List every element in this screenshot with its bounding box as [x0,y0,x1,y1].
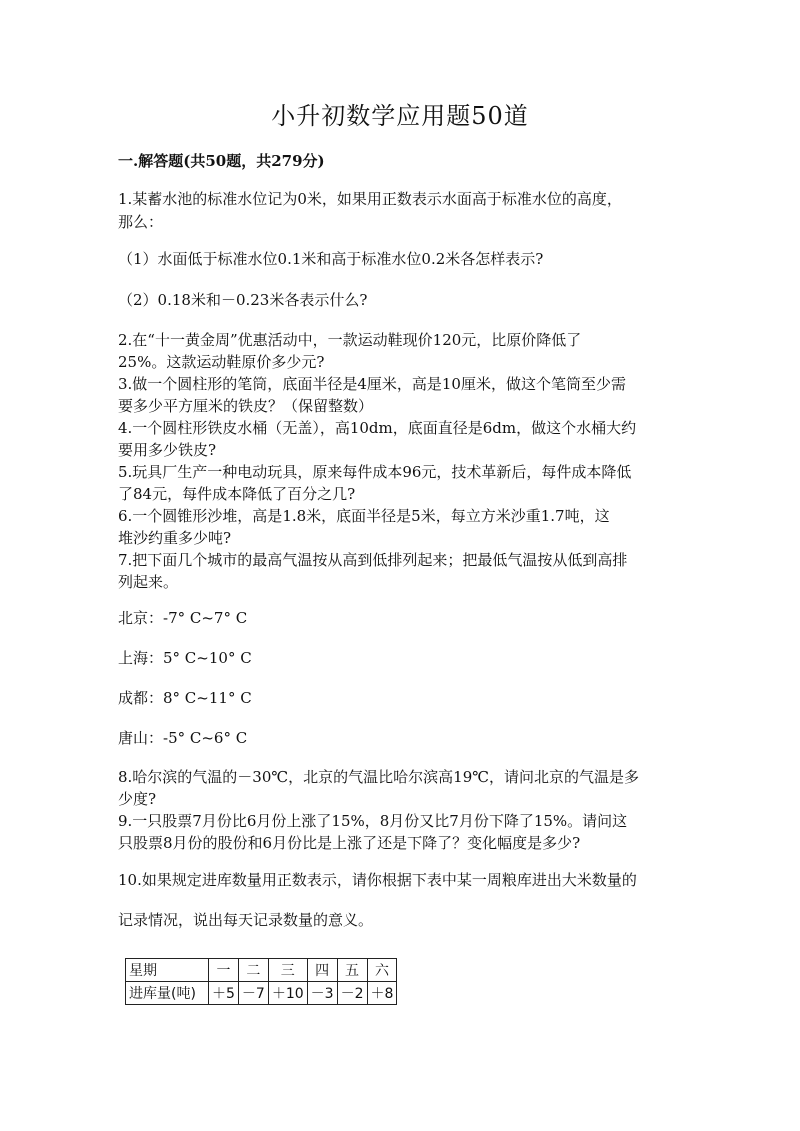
table-cell: 二 [238,959,268,982]
city-temperature: 上海：5° C~10° C [118,649,252,667]
table-cell: ＋10 [268,982,307,1005]
question-line: 4.一个圆柱形铁皮水桶（无盖），高10dm，底面直径是6dm，做这个水桶大约 [118,419,637,437]
question-line: 3.做一个圆柱形的笔筒，底面半径是4厘米，高是10厘米，做这个笔筒至少需 [118,375,626,393]
grain-record-table [125,958,397,1005]
question-line: 9.一只股票7月份比6月份上涨了15%，8月份又比7月份下降了15%。请问这 [118,812,628,830]
section-heading: 一.解答题(共50题，共279分) [118,152,325,170]
city-temperature: 成都：8° C~11° C [118,689,252,707]
question-line: 要多少平方厘米的铁皮？（保留整数） [118,397,374,415]
city-temperature: 唐山：-5° C~6° C [118,729,248,747]
table-cell: －3 [307,982,337,1005]
question-line: 只股票8月份的股份和6月份比是上涨了还是下降了？变化幅度是多少? [118,834,581,852]
table-cell: 一 [209,959,239,982]
document-title: 小升初数学应用题50道 [271,102,529,130]
question-line: 7.把下面几个城市的最高气温按从高到低排列起来；把最低气温按从低到高排 [118,551,628,569]
question-line: （1）水面低于标准水位0.1米和高于标准水位0.2米各怎样表示? [118,250,544,268]
question-line: 6.一个圆锥形沙堆，高是1.8米，底面半径是5米，每立方米沙重1.7吨，这 [118,507,610,525]
question-line: 少度? [118,790,157,808]
question-line: 记录情况，说出每天记录数量的意义。 [118,911,374,929]
question-line: 堆沙约重多少吨? [118,529,232,547]
table-header-cell: 进库量(吨) [126,982,209,1005]
table-cell: －2 [337,982,367,1005]
question-line: （2）0.18米和－0.23米各表示什么? [118,291,368,309]
question-line: 2.在“十一黄金周”优惠活动中，一款运动鞋现价120元，比原价降低了 [118,331,582,349]
table-cell: 四 [307,959,337,982]
table-header-cell: 星期 [126,959,209,982]
question-line: 列起来。 [118,573,179,591]
table-cell: 六 [367,959,397,982]
question-line: 8.哈尔滨的气温的－30℃，北京的气温比哈尔滨高19℃，请问北京的气温是多 [118,768,640,786]
question-line: 5.玩具厂生产一种电动玩具，原来每件成本96元，技术革新后，每件成本降低 [118,463,632,481]
question-line: 了84元，每件成本降低了百分之几? [118,485,356,503]
question-line: 要用多少铁皮? [118,441,217,459]
table-row [126,982,397,1005]
question-line: 那么： [118,213,164,231]
table-cell: ＋5 [209,982,239,1005]
question-line: 1.某蓄水池的标准水位记为0米，如果用正数表示水面高于标准水位的高度， [118,190,622,208]
table-row [126,959,397,982]
question-line: 25%。这款运动鞋原价多少元? [118,353,325,371]
table-cell: －7 [238,982,268,1005]
question-line: 10.如果规定进库数量用正数表示，请你根据下表中某一周粮库进出大米数量的 [118,871,637,889]
table-cell: 三 [268,959,307,982]
city-temperature: 北京：-7° C~7° C [118,609,248,627]
table-cell: 五 [337,959,367,982]
table-cell: ＋8 [367,982,397,1005]
